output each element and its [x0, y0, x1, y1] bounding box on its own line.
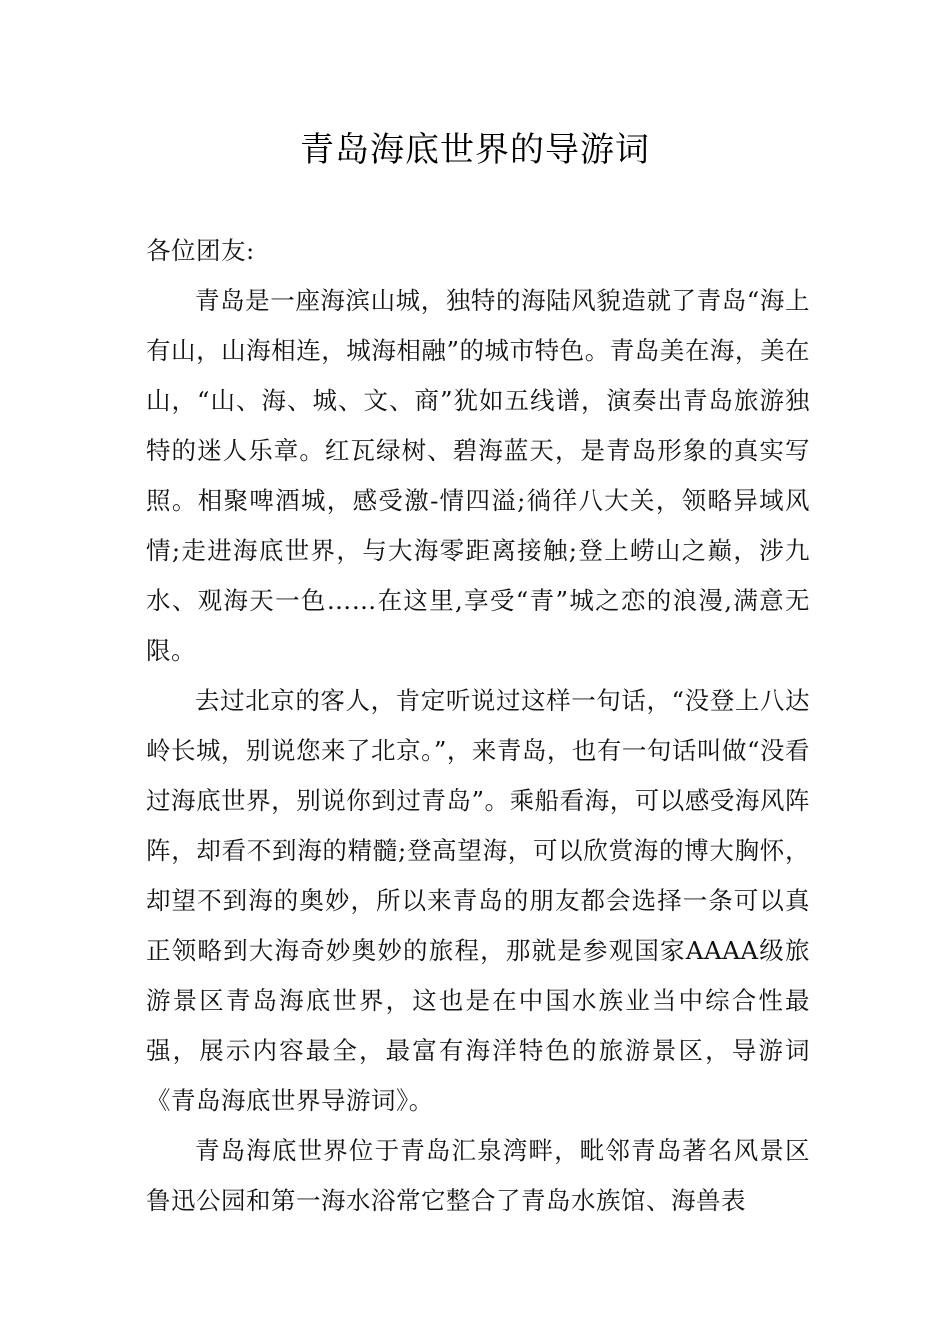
document-title: 青岛海底世界的导游词	[300, 130, 650, 170]
salutation: 各位团友:	[146, 236, 255, 265]
paragraph-3: 青岛海底世界位于青岛汇泉湾畔，毗邻青岛著名风景区鲁迅公园和第一海水浴常它整合了青岛水族馆、海兽表	[146, 1136, 810, 1215]
paragraph-2: 去过北京的客人，肯定听说过这样一句话，“没登上八达岭长城，别说您来了北京。”，来青岛，也有一句话叫做“没看过海底世界，别说你到过青岛”。乘船看海，可以感受海风阵阵，却看不到海的精髓;登高望海，可以欣赏海的博大胸怀，却望不到海的奥妙，所以来青岛的朋友都会选择一条可以真正领略到大海奇妙奥妙的旅程，那就是参观国家AAAA级旅游景区青岛海底世界，这也是在中国水族业当中综合性最强，展示内容最全，最富有海洋特色的旅游景区，导游词《青岛海底世界导游词》。	[146, 686, 810, 1115]
paragraph-1: 青岛是一座海滨山城，独特的海陆风貌造就了青岛“海上有山，山海相连，城海相融”的城市特色。青岛美在海，美在山，“山、海、城、文、商”犹如五线谱，演奏出青岛旅游独特的迷人乐章。红瓦绿树、碧海蓝天，是青岛形象的真实写照。相聚啤酒城，感受激-情四溢;徜徉八大关，领略异域风情;走进海底世界，与大海零距离接触;登上崂山之巅，涉九水、观海天一色……在这里,享受“青”城之恋的浪漫,满意无限。	[146, 286, 810, 665]
document-body	[146, 226, 810, 1226]
